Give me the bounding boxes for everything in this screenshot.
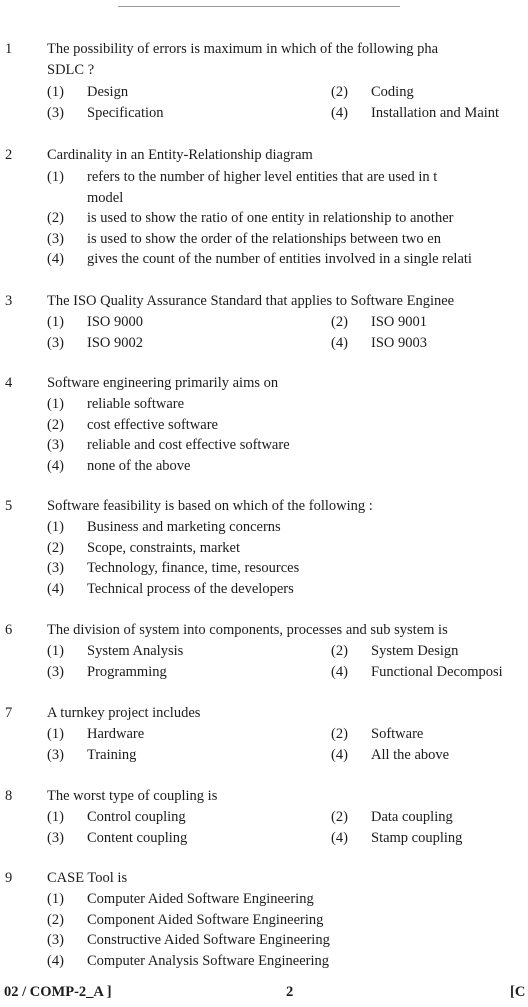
option-text: Programming <box>87 664 167 680</box>
option-text: Specification <box>87 105 164 121</box>
option-text: Stamp coupling <box>371 830 463 846</box>
option-number: (3) <box>47 747 64 763</box>
option-text: Functional Decomposi <box>371 664 503 680</box>
option-number: (3) <box>47 664 64 680</box>
option-number: (4) <box>47 458 64 474</box>
option-text: ISO 9002 <box>87 335 143 351</box>
option-number: (2) <box>331 726 348 742</box>
question-number: 9 <box>5 870 13 886</box>
question-text: Software engineering primarily aims on <box>47 375 279 391</box>
option-text: Hardware <box>87 726 145 742</box>
option-number: (2) <box>47 210 64 226</box>
option-number: (3) <box>47 560 64 576</box>
option-text: Technical process of the developers <box>87 581 294 597</box>
page-number: 2 <box>286 984 294 1000</box>
option-text: Computer Aided Software Engineering <box>87 891 314 907</box>
option-number: (4) <box>331 335 348 351</box>
option-number: (2) <box>331 643 348 659</box>
top-rule <box>118 6 400 7</box>
question-text: Software feasibility is based on which of the following : <box>47 498 373 514</box>
option-text: Data coupling <box>371 809 453 825</box>
option-text: none of the above <box>87 458 191 474</box>
option-number: (2) <box>331 84 348 100</box>
question-text-continued: SDLC ? <box>47 61 95 78</box>
option-text: Business and marketing concerns <box>87 519 281 535</box>
option-number: (3) <box>47 231 64 247</box>
option-text: Constructive Aided Software Engineering <box>87 932 330 948</box>
option-text: is used to show the order of the relationships between two en <box>87 231 441 247</box>
option-number: (1) <box>47 519 64 535</box>
option-text: reliable and cost effective software <box>87 437 290 453</box>
option-text: Technology, finance, time, resources <box>87 560 300 576</box>
option-text: Coding <box>371 84 414 100</box>
option-number: (1) <box>47 726 64 742</box>
question-number: 8 <box>5 788 13 804</box>
question-number: 5 <box>5 498 13 514</box>
option-text: is used to show the ratio of one entity in relationship to another <box>87 210 454 226</box>
option-text: System Analysis <box>87 643 184 659</box>
option-number: (3) <box>47 437 64 453</box>
question-text: The ISO Quality Assurance Standard that applies to Software Enginee <box>47 293 455 309</box>
option-number: (2) <box>47 417 64 433</box>
option-text: Component Aided Software Engineering <box>87 912 324 928</box>
question-number: 7 <box>5 705 13 721</box>
question-text: The possibility of errors is maximum in which of the following pha <box>47 41 439 57</box>
question-text: CASE Tool is <box>47 870 128 886</box>
option-number: (3) <box>47 932 64 948</box>
question-number: 2 <box>5 147 13 163</box>
option-number: (1) <box>47 809 64 825</box>
option-text: System Design <box>371 643 459 659</box>
option-number: (1) <box>47 84 64 100</box>
option-text: Installation and Maint <box>371 105 500 121</box>
option-number: (4) <box>331 664 348 680</box>
option-number: (4) <box>47 251 64 267</box>
option-text: Scope, constraints, market <box>87 540 241 556</box>
option-number: (4) <box>331 830 348 846</box>
option-number: (2) <box>47 540 64 556</box>
question-number: 1 <box>5 41 13 57</box>
question-text: The worst type of coupling is <box>47 788 218 804</box>
footer-right-mark: [C <box>510 984 526 1000</box>
option-number: (3) <box>47 830 64 846</box>
option-number: (4) <box>47 581 64 597</box>
option-text: All the above <box>371 747 450 763</box>
option-text: refers to the number of higher level entities that are used in t <box>87 169 438 185</box>
option-number: (4) <box>331 105 348 121</box>
option-text: Control coupling <box>87 809 186 825</box>
option-text: Design <box>87 84 129 100</box>
option-text: reliable software <box>87 396 185 412</box>
option-text: gives the count of the number of entities involved in a single relati <box>87 251 472 267</box>
option-number: (4) <box>47 953 64 969</box>
option-number: (2) <box>331 809 348 825</box>
question-number: 6 <box>5 622 13 638</box>
question-number: 4 <box>5 375 13 391</box>
option-number: (1) <box>47 643 64 659</box>
option-text: cost effective software <box>87 417 218 433</box>
option-text: ISO 9000 <box>87 314 143 330</box>
option-text: ISO 9001 <box>371 314 427 330</box>
paper-code: 02 / COMP-2_A ] <box>4 984 112 1000</box>
option-number: (2) <box>47 912 64 928</box>
option-number: (3) <box>47 335 64 351</box>
option-text: Training <box>87 747 137 763</box>
question-number: 3 <box>5 293 13 309</box>
option-number: (1) <box>47 314 64 330</box>
question-text: Cardinality in an Entity-Relationship diagram <box>47 147 313 163</box>
option-number: (4) <box>331 747 348 763</box>
option-text: Computer Analysis Software Engineering <box>87 953 330 969</box>
question-text: A turnkey project includes <box>47 705 201 721</box>
option-text: ISO 9003 <box>371 335 427 351</box>
option-text: Content coupling <box>87 830 188 846</box>
option-number: (1) <box>47 396 64 412</box>
page-footer <box>0 984 528 1004</box>
option-number: (3) <box>47 105 64 121</box>
option-number: (1) <box>47 891 64 907</box>
option-text: Software <box>371 726 424 742</box>
question-text: The division of system into components, processes and sub system is <box>47 622 448 638</box>
option-number: (1) <box>47 169 64 185</box>
option-number: (2) <box>331 314 348 330</box>
option-text-continued: model <box>87 189 124 206</box>
